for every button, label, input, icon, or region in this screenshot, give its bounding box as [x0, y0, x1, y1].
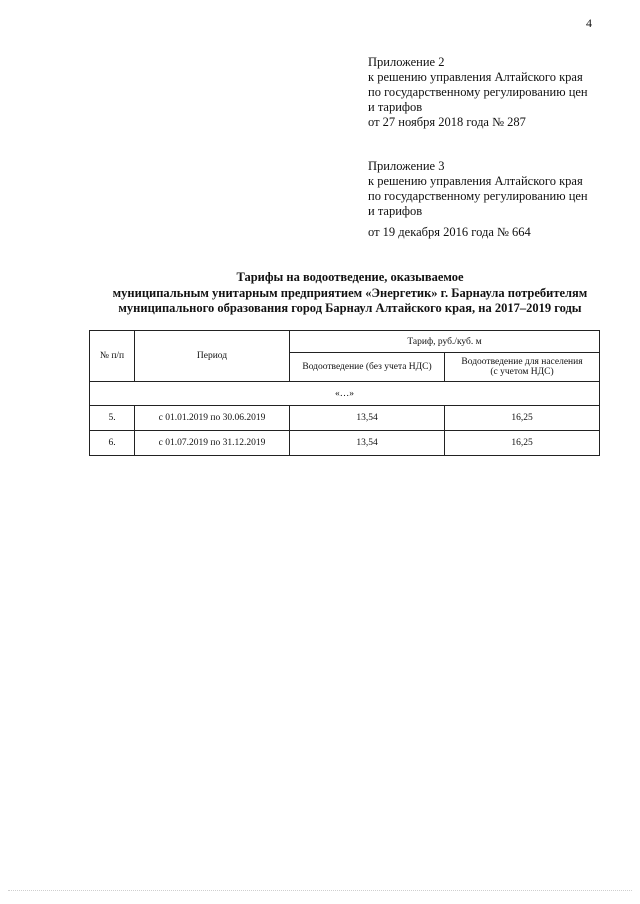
row-tariff-b: 16,25	[445, 431, 600, 456]
appendix-3-line: к решению управления Алтайского края	[368, 174, 583, 188]
header-period: Период	[135, 331, 290, 382]
appendix-2-header	[368, 55, 588, 130]
appendix-2-title: Приложение 2	[368, 55, 445, 69]
header-tariff: Тариф, руб./куб. м	[290, 331, 600, 353]
appendix-3-header	[368, 159, 588, 240]
header-col-a: Водоотведение (без учета НДС)	[290, 353, 445, 382]
page-bottom-divider	[8, 890, 632, 891]
row-num: 5.	[90, 406, 135, 431]
appendix-2-line: по государственному регулированию цен	[368, 85, 588, 99]
table-row	[90, 406, 600, 431]
header-num: № п/п	[90, 331, 135, 382]
title-line: Тарифы на водоотведение, оказываемое	[236, 270, 464, 284]
row-num: 6.	[90, 431, 135, 456]
title-line: муниципального образования город Барнаул Алтайского края, на 2017–2019 годы	[118, 301, 582, 315]
title-line: муниципальным унитарным предприятием «Энергетик» г. Барнаула потребителям	[112, 285, 588, 300]
ellipsis-cell: «…»	[90, 382, 600, 406]
appendix-3-date: от 19 декабря 2016 года № 664	[368, 225, 531, 239]
page-number: 4	[586, 16, 592, 30]
row-period: с 01.07.2019 по 31.12.2019	[135, 431, 290, 456]
appendix-3-line: по государственному регулированию цен	[368, 189, 588, 203]
row-tariff-b: 16,25	[445, 406, 600, 431]
row-tariff-a: 13,54	[290, 406, 445, 431]
appendix-2-date: от 27 ноября 2018 года № 287	[368, 115, 526, 129]
appendix-2-line: и тарифов	[368, 100, 423, 114]
tariff-table	[89, 330, 600, 456]
table-row	[90, 431, 600, 456]
header-col-b	[445, 353, 600, 382]
document-title	[80, 270, 620, 317]
appendix-3-title: Приложение 3	[368, 159, 445, 173]
row-tariff-a: 13,54	[290, 431, 445, 456]
ellipsis-row	[90, 382, 600, 406]
appendix-3-line: и тарифов	[368, 204, 423, 218]
row-period: с 01.01.2019 по 30.06.2019	[135, 406, 290, 431]
header-col-b-line: Водоотведение для населения	[461, 357, 583, 367]
appendix-2-line: к решению управления Алтайского края	[368, 70, 583, 84]
header-col-b-line: (с учетом НДС)	[490, 367, 554, 377]
table-header-row	[90, 331, 600, 353]
